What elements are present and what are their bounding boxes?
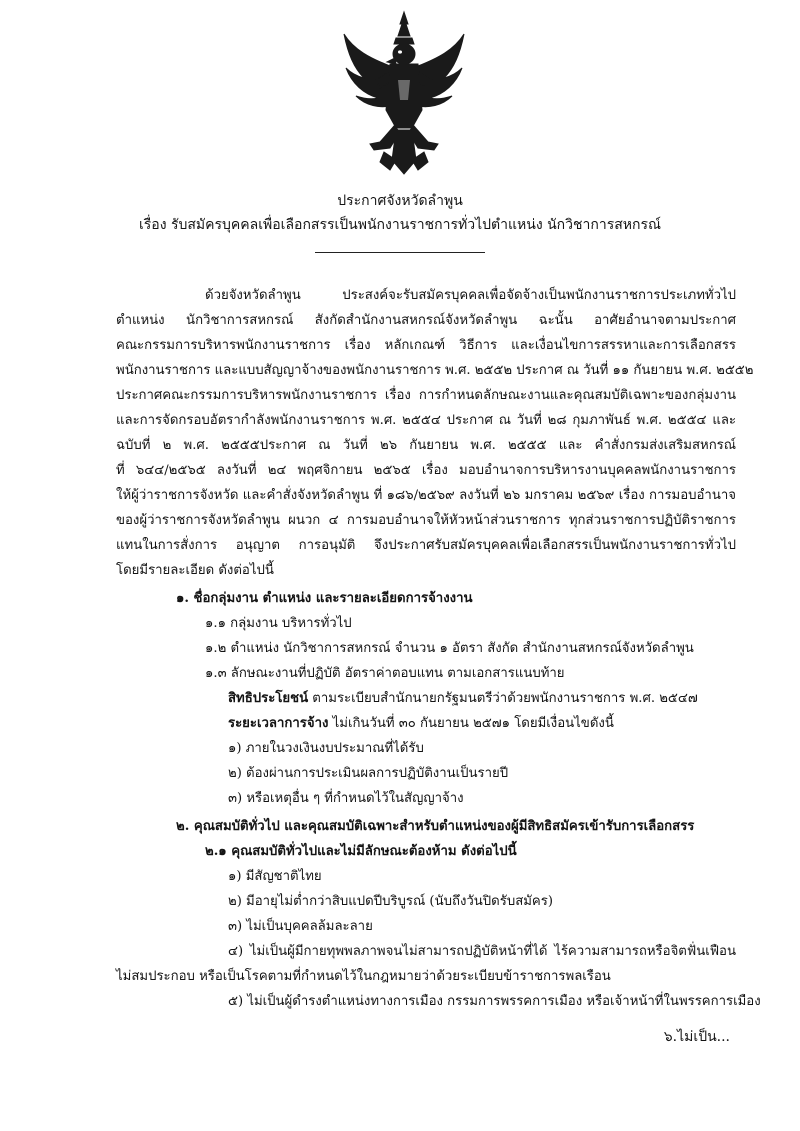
qualification-item: ๕) ไม่เป็นผู้ดำรงตำแหน่งทางการเมือง กรรมการพรรคการเมือง หรือเจ้าหน้าที่ในพรรคการเมือง — [228, 994, 761, 1009]
intro-line: ตำแหน่ง นักวิชาการสหกรณ์ สังกัดสำนักงานสหกรณ์จังหวัดลำพูน ฉะนั้น อาศัยอำนาจตามประกาศ — [116, 313, 736, 328]
period-label: ระยะเวลาการจ้าง — [228, 716, 329, 731]
benefit-line — [228, 689, 698, 709]
intro-line: และการจัดกรอบอัตรากำลังพนักงานราชการ พ.ศ. ๒๕๕๔ ประกาศ ณ วันที่ ๒๘ กุมภาพันธ์ พ.ศ. ๒๕๕๔ และ — [116, 413, 736, 428]
intro-line: คณะกรรมการบริหารพนักงานราชการ เรื่อง หลักเกณฑ์ วิธีการ และเงื่อนไขการสรรหาและการเลือกสรร — [116, 338, 736, 353]
garuda-emblem-icon — [340, 10, 468, 178]
condition-item: ๑) ภายในวงเงินงบประมาณที่ได้รับ — [228, 741, 424, 756]
qualification-item: ๑) มีสัญชาติไทย — [228, 869, 322, 884]
period-text: ไม่เกินวันที่ ๓๐ กันยายน ๒๕๗๑ โดยมีเงื่อนไขดังนี้ — [328, 716, 614, 731]
qualification-item-continued: ไม่สมประกอบ หรือเป็นโรคตามที่กำหนดไว้ในกฎหมายว่าด้วยระเบียบข้าราชการพลเรือน — [116, 969, 611, 984]
benefit-label: สิทธิประโยชน์ — [228, 691, 309, 706]
announcement-subject: เรื่อง รับสมัครบุคคลเพื่อเลือกสรรเป็นพนักงานราชการทั่วไปตำแหน่ง นักวิชาการสหกรณ์ — [138, 217, 661, 233]
section1-item: ๑.๑ กลุ่มงาน บริหารทั่วไป — [205, 616, 352, 631]
section1-item: ๑.๓ ลักษณะงานที่ปฏิบัติ อัตราค่าตอบแทน ตามเอกสารแนบท้าย — [205, 666, 565, 681]
period-line — [228, 714, 614, 734]
intro-line: โดยมีรายละเอียด ดังต่อไปนี้ — [116, 563, 274, 578]
continuation-marker: ๖.ไม่เป็น... — [663, 1029, 730, 1045]
intro-line: พนักงานราชการ และแบบสัญญาจ้างของพนักงานราชการ พ.ศ. ๒๕๕๒ ประกาศ ณ วันที่ ๑๑ กันยายน พ.ศ. ๒๕๕๒ — [116, 363, 754, 378]
section2-heading: ๒. คุณสมบัติทั่วไป และคุณสมบัติเฉพาะสำหรับตำแหน่งของผู้มีสิทธิสมัครเข้ารับการเลือกสรร — [176, 819, 695, 834]
announcement-title: ประกาศจังหวัดลำพูน — [337, 193, 463, 209]
condition-item: ๒) ต้องผ่านการประเมินผลการปฏิบัติงานเป็นรายปี — [228, 766, 509, 781]
qualification-item: ๓) ไม่เป็นบุคคลล้มละลาย — [228, 919, 373, 934]
intro-line: แทนในการสั่งการ อนุญาต การอนุมัติ จึงประกาศรับสมัครบุคคลเพื่อเลือกสรรเป็นพนักงานราชการทั่วไป — [116, 538, 736, 553]
section2-subheading: ๒.๑ คุณสมบัติทั่วไปและไม่มีลักษณะต้องห้าม ดังต่อไปนี้ — [205, 844, 517, 859]
intro-line: ที่ ๖๔๔/๒๕๖๕ ลงวันที่ ๒๔ พฤศจิกายน ๒๕๖๕ เรื่อง มอบอำนาจการบริหารงานบุคคลพนักงานราชการ — [116, 463, 736, 478]
title-divider — [315, 252, 485, 253]
intro-line: ของผู้ว่าราชการจังหวัดลำพูน ผนวก ๔ การมอบอำนาจให้หัวหน้าส่วนราชการ ทุกส่วนราชการปฏิบัติราชการ — [116, 513, 736, 528]
section1-item: ๑.๒ ตำแหน่ง นักวิชาการสหกรณ์ จำนวน ๑ อัตรา สังกัด สำนักงานสหกรณ์จังหวัดลำพูน — [205, 641, 694, 656]
condition-item: ๓) หรือเหตุอื่น ๆ ที่กำหนดไว้ในสัญญาจ้าง — [228, 791, 464, 806]
intro-line: ให้ผู้ว่าราชการจังหวัด และคำสั่งจังหวัดลำพูน ที่ ๑๘๖/๒๕๖๙ ลงวันที่ ๒๖ มกราคม ๒๕๖๙ เรื่อง การมอบอำนาจ — [116, 488, 736, 503]
intro-line: ประกาศคณะกรรมการบริหารพนักงานราชการ เรื่อง การกำหนดลักษณะงานและคุณสมบัติเฉพาะของกลุ่มงาน — [116, 388, 736, 403]
benefit-text: ตามระเบียบสำนักนายกรัฐมนตรีว่าด้วยพนักงานราชการ พ.ศ. ๒๕๔๗ — [308, 691, 698, 706]
qualification-item: ๒) มีอายุไม่ต่ำกว่าสิบแปดปีบริบูรณ์ (นับถึงวันปิดรับสมัคร) — [228, 894, 553, 909]
intro-line: ฉบับที่ ๒ พ.ศ. ๒๕๕๕ประกาศ ณ วันที่ ๒๖ กันยายน พ.ศ. ๒๕๕๕ และ คำสั่งกรมส่งเสริมสหกรณ์ — [116, 438, 736, 453]
qualification-item: ๔) ไม่เป็นผู้มีกายทุพพลภาพจนไม่สามารถปฏิบัติหน้าที่ได้ ไร้ความสามารถหรือจิตฟั่นเฟือน — [228, 944, 736, 959]
intro-line: ด้วยจังหวัดลำพูน ประสงค์จะรับสมัครบุคคลเพื่อจัดจ้างเป็นพนักงานราชการประเภททั่วไป — [205, 288, 736, 303]
section1-heading: ๑. ชื่อกลุ่มงาน ตำแหน่ง และรายละเอียดการจ้างงาน — [176, 591, 473, 606]
